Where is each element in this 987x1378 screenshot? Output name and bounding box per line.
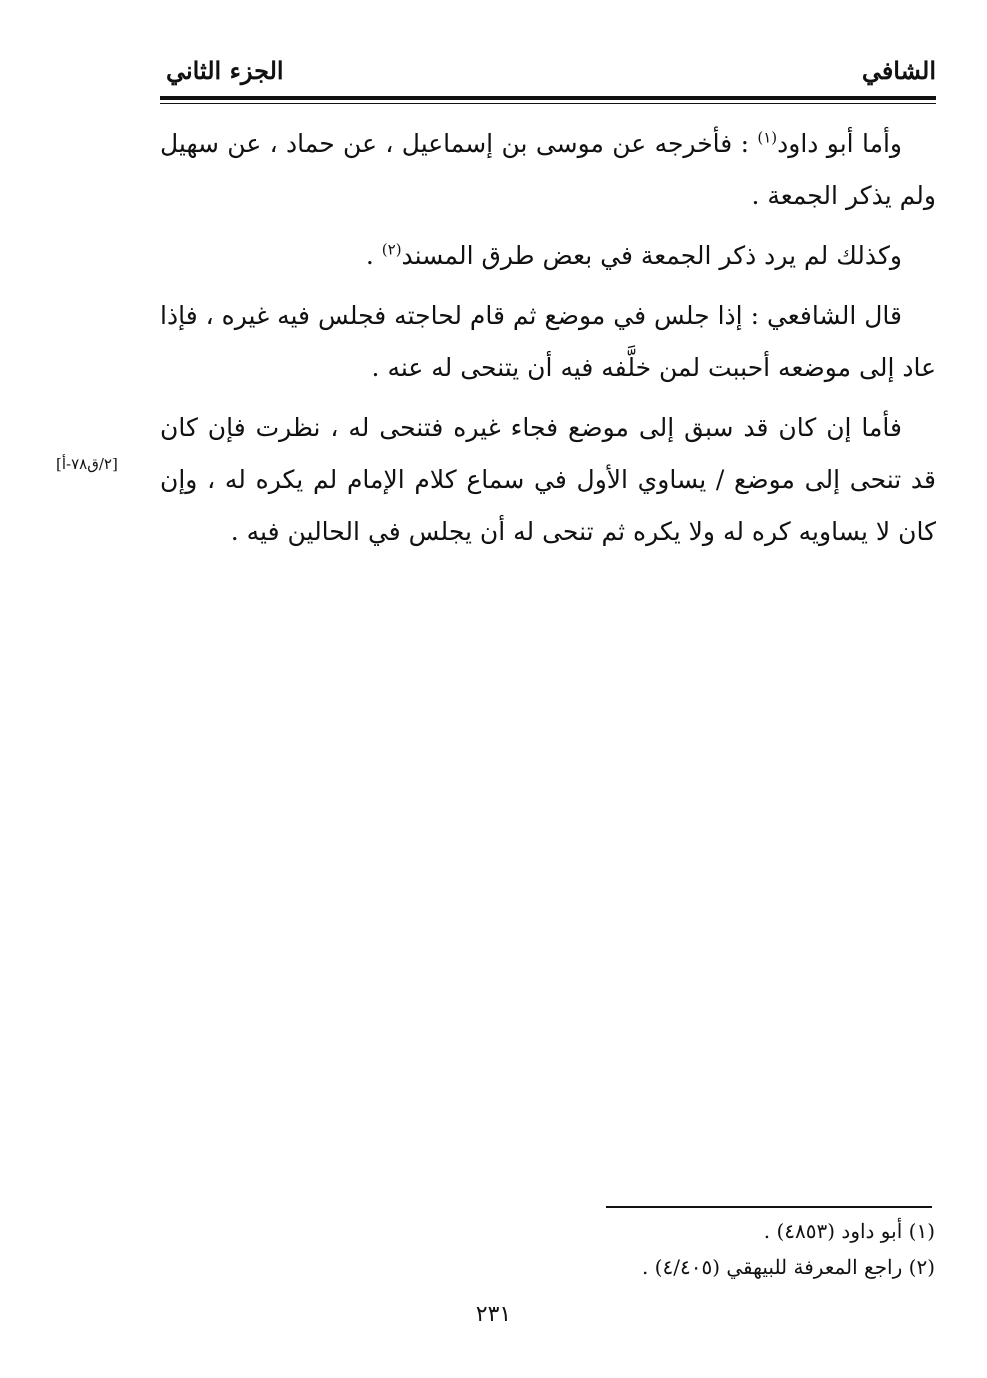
book-title: الشافي (861, 56, 936, 85)
footnote-marker-1: (١) (757, 128, 778, 147)
paragraph-text: وكذلك لم يرد ذكر الجمعة في بعض طرق المسند (401, 241, 902, 270)
volume-label: الجزء الثاني (166, 56, 284, 85)
footnote-1: (١) أبو داود (٤٨٥٣) . (763, 1219, 935, 1243)
footnotes (435, 1213, 935, 1285)
paragraph-text: : فأخرجه عن موسى بن إسماعيل ، عن حماد ، عن سهيل ولم يذكر الجمعة . (160, 129, 936, 210)
paragraph-text: . (365, 241, 382, 270)
footnote-marker-2: (٢) (381, 240, 402, 259)
footnote-separator (606, 1206, 932, 1208)
paragraph-text: قال الشافعي : إذا جلس في موضع ثم قام لحاجته فجلس فيه غيره ، فإذا عاد إلى موضعه أحببت لمن خلَّفه فيه أن يتنحى له عنه . (160, 301, 936, 382)
page-number: ٢٣١ (475, 1302, 512, 1327)
paragraph-musnad (160, 230, 936, 282)
running-header (160, 56, 936, 96)
paragraph-text: وأما أبو داود (777, 129, 902, 158)
manuscript-folio-marker: [٢/ق٧٨-أ] (56, 455, 118, 473)
main-text (160, 118, 936, 566)
header-rule-thin (160, 103, 936, 104)
footnote-2: (٢) راجع المعرفة للبيهقي (٤/٤٠٥) . (641, 1255, 935, 1279)
paragraph-seat (160, 402, 936, 558)
header-rule-thick (160, 96, 936, 100)
paragraph-shafii (160, 290, 936, 394)
paragraph-abu-dawud (160, 118, 936, 222)
paragraph-text: فأما إن كان قد سبق إلى موضع فجاء غيره فتنحى له ، نظرت فإن كان قد تنحى إلى موضع / يساوي الأول في سماع كلام الإمام لم يكره له ، وإن كان لا يساويه كره له ولا يكره ثم تنحى له أن يجلس في الحالين فيه . (160, 413, 936, 546)
